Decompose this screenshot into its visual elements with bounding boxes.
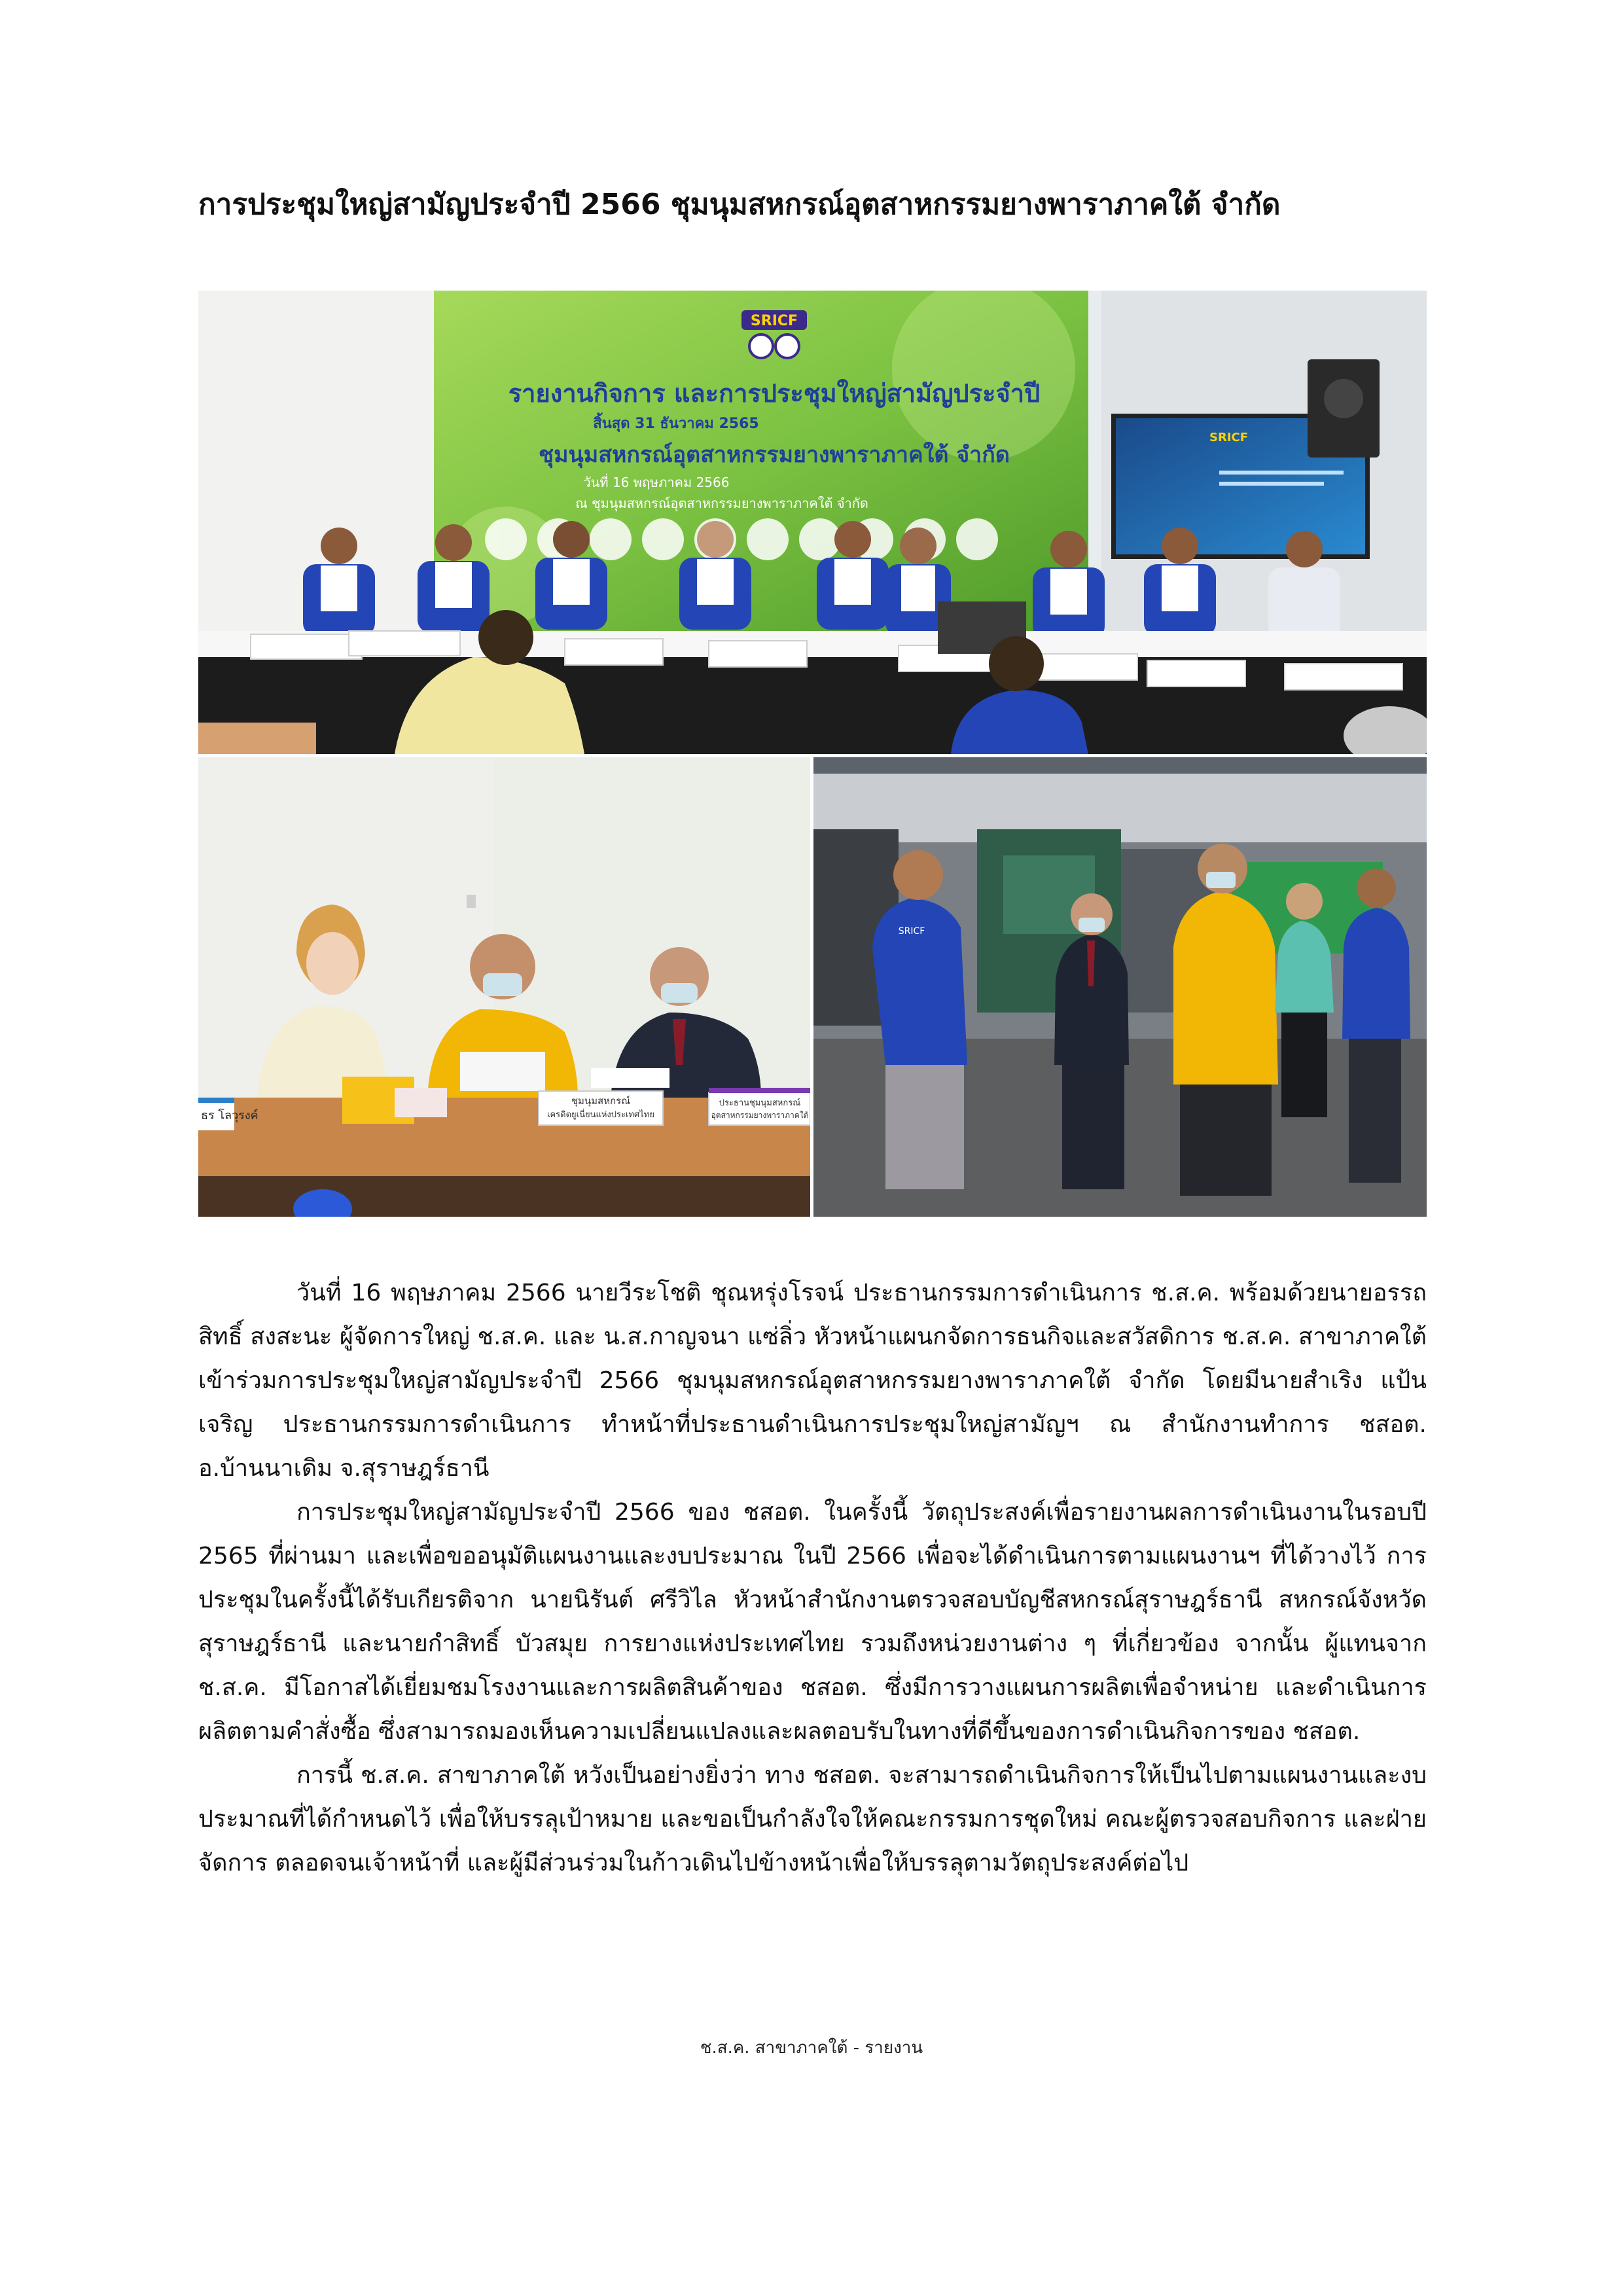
nameplate-center	[539, 1091, 663, 1125]
banner-line-1: รายงานกิจการ และการประชุมใหญ่สามัญประจำปี	[508, 379, 1041, 408]
svg-text:ธร โลวุรงค์: ธร โลวุรงค์	[201, 1109, 259, 1122]
svg-text:ประธานชุมนุมสหกรณ์: ประธานชุมนุมสหกรณ์	[719, 1098, 801, 1108]
nameplate-right	[709, 1088, 810, 1125]
banner-logo-text: SRICF	[750, 313, 798, 329]
paragraph-2: การประชุมใหญ่สามัญประจำปี 2566 ของ ชสอต. ในครั้งนี้ วัตถุประสงค์เพื่อรายงานผลการดำเนินงานในรอบปี 2565 ที่ผ่านมา และเพื่อขออนุมัติแผนงานและงบประมาณ ในปี 2566 เพื่อจะได้ดำเนินการตามแผนงานฯ ที่ได้วางไว้ การประชุมในครั้งนี้ได้รับเกียรติจาก นายนิรันต์ ศรีวิไล หัวหน้าสำนักงานตรวจสอบบัญชีสหกรณ์สุราษฎร์ธานี สหกรณ์จังหวัดสุราษฎร์ธานี และนายกำสิทธิ์ บัวสมุย การยางแห่งประเทศไทย รวมถึงหน่วยงานต่าง ๆ ที่เกี่ยวข้อง จากนั้น ผู้แทนจาก ช.ส.ค. มีโอกาสได้เยี่ยมชมโรงงานและการผลิตสินค้าของ ชสอต. ซึ่งมีการวางแผนการผลิตเพื่อจำหน่าย และดำเนินการผลิตตามคำสั่งซื้อ ซึ่งสามารถมองเห็นความเปลี่ยนแปลงและผลตอบรับในทางที่ดีขึ้นของการดำเนินกิจการของ ชสอต.	[198, 1499, 1427, 1745]
factory-visit-photo	[813, 757, 1427, 1217]
banner-line-5: ณ ชุมนุมสหกรณ์อุตสาหกรรมยางพาราภาคใต้ จำกัด	[575, 495, 868, 511]
svg-text:ชุมนุมสหกรณ์: ชุมนุมสหกรณ์	[571, 1095, 631, 1107]
banner-line-3: ชุมนุมสหกรณ์อุตสาหกรรมยางพาราภาคใต้ จำกัด	[539, 442, 1010, 468]
paragraph-3: การนี้ ช.ส.ค. สาขาภาคใต้ หวังเป็นอย่างยิ่งว่า ทาง ชสอต. จะสามารถดำเนินกิจการให้เป็นไปตามแผนงานและงบประมาณที่ได้กำหนดไว้ เพื่อให้บรรลุเป้าหมาย และขอเป็นกำลังใจให้คณะกรรมการชุดใหม่ คณะผู้ตรวจสอบกิจการ และฝ่ายจัดการ ตลอดจนเจ้าหน้าที่ และผู้มีส่วนร่วมในก้าวเดินไปข้างหน้าเพื่อให้บรรลุตามวัตถุประสงค์ต่อไป	[198, 1762, 1427, 1876]
document-title: การประชุมใหญ่สามัญประจำปี 2566 ชุมนุมสหกรณ์อุตสาหกรรมยางพาราภาคใต้ จำกัด	[198, 188, 1281, 221]
guests-table-photo	[198, 757, 810, 1217]
article-body	[198, 1271, 1427, 1885]
meeting-panel-photo	[198, 291, 1427, 754]
shirt-logo-text: SRICF	[898, 926, 925, 937]
screen-logo-text: SRICF	[1209, 431, 1249, 444]
paragraph-1: วันที่ 16 พฤษภาคม 2566 นายวีระโชติ ชุณหรุ่งโรจน์ ประธานกรรมการดำเนินการ ช.ส.ค. พร้อมด้วยนายอรรถสิทธิ์ สงสะนะ ผู้จัดการใหญ่ ช.ส.ค. และ น.ส.กาญจนา แซ่ลิ่ว หัวหน้าแผนกจัดการธนกิจและสวัสดิการ ช.ส.ค. สาขาภาคใต้ เข้าร่วมการประชุมใหญ่สามัญประจำปี 2566 ชุมนุมสหกรณ์อุตสาหกรรมยางพาราภาคใต้ จำกัด โดยมีนายสำเริง แป้นเจริญ ประธานกรรมการดำเนินการ ทำหน้าที่ประธานดำเนินการประชุมใหญ่สามัญฯ ณ สำนักงานทำการ ชสอต. อ.บ้านนาเดิม จ.สุราษฎร์ธานี	[198, 1280, 1427, 1482]
page-footer: ช.ส.ค. สาขาภาคใต้ - รายงาน	[700, 2038, 923, 2058]
svg-text:อุตสาหกรรมยางพาราภาคใต้: อุตสาหกรรมยางพาราภาคใต้	[711, 1111, 809, 1120]
svg-text:เครดิตยูเนี่ยนแห่งประเทศไทย: เครดิตยูเนี่ยนแห่งประเทศไทย	[547, 1110, 654, 1120]
banner-line-2: สิ้นสุด 31 ธันวาคม 2565	[593, 416, 759, 432]
banner-line-4: วันที่ 16 พฤษภาคม 2566	[583, 475, 730, 490]
